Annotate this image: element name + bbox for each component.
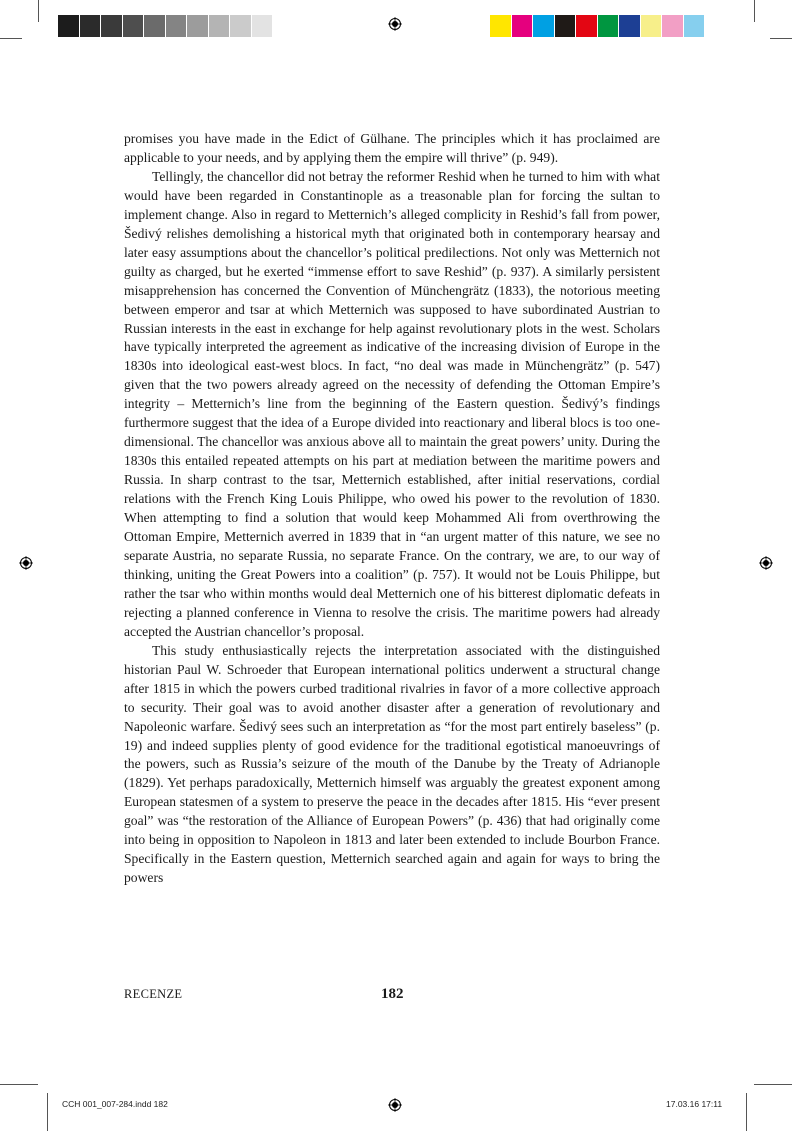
crop-mark-bottom-right-horizontal: [754, 1084, 792, 1085]
gray-swatch: [187, 15, 209, 37]
color-swatch: [533, 15, 555, 37]
gray-swatch: [101, 15, 123, 37]
gray-swatch: [230, 15, 252, 37]
grayscale-color-bar: [58, 15, 273, 37]
paragraph: This study enthusiastically rejects the interpretation associated with the distinguished historian Paul W. Schroeder that European international politics underwent a structural change after 1815 in which the powers curbed traditional rivalries in favor of a more collective approach to security. Their goal was to avoid another disaster after a generation of revolutionary and Napoleonic warfare. Šedivý sees such an interpretation as “for the most part entirely baseless” (p. 19) and indeed supplies plenty of good evidence for the traditional egotistical manoeuvrings of the powers, such as Russia’s seizure of the mouth of the Danube by the Treaty of Adrianople (1829). Yet perhaps paradoxically, Metternich himself was arguably the greatest exponent among European statesmen of a system to preserve the peace in the decades after 1815. His “ever present goal” was “the restoration of the Alliance of European Powers” (p. 436) that had originally come into being in opposition to Napoleon in 1813 and later been extended to include Bourbon France. Specifically in the Eastern question, Metternich searched again and again for ways to bring the powers: [124, 642, 660, 886]
crop-mark-bottom-left-horizontal: [0, 1084, 38, 1085]
crop-mark-top-left-vertical: [38, 0, 39, 22]
gray-swatch: [58, 15, 80, 37]
color-swatch: [490, 15, 512, 37]
registration-mark-right: [759, 556, 773, 570]
registration-mark-bottom: [388, 1098, 402, 1112]
body-text: [124, 130, 660, 888]
gray-swatch: [166, 15, 188, 37]
crop-mark-top-right-vertical: [754, 0, 755, 22]
page-number: 182: [381, 986, 404, 1002]
paragraph-continued: promises you have made in the Edict of Gülhane. The principles which it has proclaimed are applicable to your needs, and by applying them the empire will thrive” (p. 949).: [124, 131, 660, 165]
color-swatch: [641, 15, 663, 37]
gray-swatch: [80, 15, 102, 37]
color-swatch: [684, 15, 706, 37]
process-color-bar: [490, 15, 705, 37]
paragraph: Tellingly, the chancellor did not betray the reformer Reshid when he turned to him with what would have been regarded in Constantinople as a treasonable plan for forcing the sultan to implement change. Also in regard to Metternich’s alleged complicity in Reshid’s fall from power, Šedivý relishes demolishing a historical myth that originated both in contemporary hearsay and later easy assumptions about the chancellor’s political predilections. Not only was Metternich not guilty as charged, but he exerted “immense effort to save Reshid” (p. 937). A similarly persistent misapprehension has concerned the Convention of Münchengrätz (1833), the notorious meeting between emperor and tsar at which Metternich was supposed to have subordinated Austrian to Russian interests in the east in exchange for help against revolutionary plots in the west. Scholars have typically interpreted the agreement as indicative of the increasing division of Europe in the 1830s into ideological east-west blocs. In fact, “no deal was made in Münchengrätz” (p. 547) given that the two powers already agreed on the necessity of defending the Ottoman Empire’s integrity – Metternich’s line from the beginning of the Eastern question. Šedivý’s findings furthermore suggest that the idea of a Europe divided into reactionary and liberal blocs is too one-dimensional. The chancellor was anxious above all to maintain the great powers’ unity. During the 1830s this entailed repeated attempts on his part at mediation between the maritime powers and Russia. In sharp contrast to the tsar, Metternich established, after initial reservations, cordial relations with the French King Louis Philippe, who owed his power to the revolution of 1830. When attempting to find a solution that would keep Mohammed Ali from overthrowing the Ottoman Empire, Metternich averred in 1839 that in “an urgent matter of this nature, we see no separate Austria, no separate Russia, no separate France. On the contrary, we are, to our way of thinking, uniting the Great Powers into a coalition” (p. 757). It would not be Louis Philippe, but rather the tsar who within months would deal Metternich one of his bitterest diplomatic defeats in rejecting a planned conference in Vienna to resolve the crisis. The maritime powers had already accepted the Austrian chancellor’s proposal.: [124, 168, 660, 639]
gray-swatch: [252, 15, 274, 37]
crop-mark-bottom-left-vertical: [47, 1093, 48, 1131]
slug-date-time: 17.03.16 17:11: [666, 1099, 723, 1109]
crop-mark-top-left-horizontal: [0, 38, 22, 39]
gray-swatch: [144, 15, 166, 37]
crop-mark-top-right-horizontal: [770, 38, 792, 39]
color-swatch: [598, 15, 620, 37]
crop-mark-bottom-right-vertical: [746, 1093, 747, 1131]
color-swatch: [662, 15, 684, 37]
color-swatch: [512, 15, 534, 37]
color-swatch: [619, 15, 641, 37]
color-swatch: [555, 15, 577, 37]
slug-file-name: CCH 001_007-284.indd 182: [62, 1099, 168, 1109]
gray-swatch: [209, 15, 231, 37]
registration-mark-top: [388, 17, 402, 31]
gray-swatch: [123, 15, 145, 37]
color-swatch: [576, 15, 598, 37]
running-head: RECENZE: [124, 987, 183, 1001]
registration-mark-left: [19, 556, 33, 570]
